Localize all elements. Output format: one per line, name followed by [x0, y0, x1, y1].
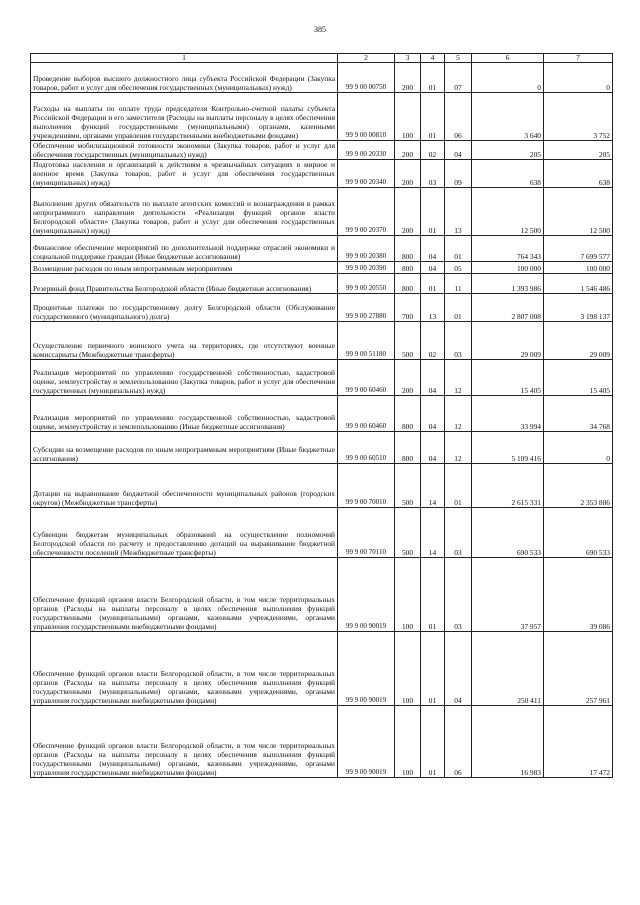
row-amount-1: 16 983	[472, 706, 544, 778]
row-section: 04	[421, 360, 445, 396]
table-row	[31, 262, 613, 274]
row-amount-2: 100 000	[544, 262, 613, 274]
row-name: Дотации на выравнивание бюджетной обеспеченности муниципальных районов (городских округов) (Межбюджетные трансферты)	[31, 464, 338, 508]
row-subsection: 01	[445, 236, 472, 262]
row-amount-2: 34 768	[544, 396, 613, 432]
row-name: Финансовое обеспечение мероприятий по дополнительной поддержке отраслей экономики и социальной поддержке граждан (Иные бюджетные ассигнования)	[31, 236, 338, 262]
row-subsection: 06	[445, 706, 472, 778]
row-amount-1: 33 994	[472, 396, 544, 432]
row-subsection: 12	[445, 360, 472, 396]
row-code: 99 9 00 00750	[338, 63, 395, 93]
row-name: Реализация мероприятий по управлению государственной собственностью, кадастровой оценке, землеустройству и землепользованию (Закупка товаров, работ и услуг для обеспечения государственных (муниципальных) нужд)	[31, 360, 338, 396]
row-amount-2: 29 009	[544, 322, 613, 360]
row-expense-type: 100	[395, 632, 421, 706]
table-row	[31, 141, 613, 160]
row-code: 99 9 00 70110	[338, 508, 395, 558]
row-expense-type: 200	[395, 141, 421, 160]
row-amount-1: 3 640	[472, 93, 544, 141]
row-amount-2: 0	[544, 432, 613, 464]
column-number: 3	[395, 54, 421, 63]
row-section: 14	[421, 508, 445, 558]
row-subsection: 01	[445, 464, 472, 508]
row-amount-2: 638	[544, 160, 613, 188]
row-section: 03	[421, 160, 445, 188]
row-name: Субсидии на возмещение расходов по иным непрограммным мероприятиям (Иные бюджетные ассигнования)	[31, 432, 338, 464]
row-amount-1: 15 405	[472, 360, 544, 396]
table-row	[31, 432, 613, 464]
row-amount-2: 3 198 137	[544, 294, 613, 322]
row-name: Обеспечение функций органов власти Белгородской области, в том числе территориальных органов (Расходы на выплаты персоналу в целях обеспечения выполнения функций государственными (муниципальными) органами, казенными учреждениями, органами управления государственными внебюджетными фондами)	[31, 706, 338, 778]
row-subsection: 03	[445, 508, 472, 558]
row-code: 99 9 00 70010	[338, 464, 395, 508]
row-code: 99 9 00 90019	[338, 632, 395, 706]
row-name: Подготовка населения и организаций к действиям в чрезвычайных ситуациях в мирное и военное время (Закупка товаров, работ и услуг для обеспечения государственных (муниципальных) нужд)	[31, 160, 338, 188]
row-code: 99 9 00 60460	[338, 360, 395, 396]
row-code: 99 9 00 90019	[338, 558, 395, 632]
row-expense-type: 800	[395, 236, 421, 262]
table-row	[31, 188, 613, 236]
row-code: 99 9 00 51180	[338, 322, 395, 360]
row-amount-2: 39 086	[544, 558, 613, 632]
row-expense-type: 800	[395, 274, 421, 294]
row-expense-type: 800	[395, 432, 421, 464]
row-amount-1: 2 807 008	[472, 294, 544, 322]
row-code: 99 9 00 27880	[338, 294, 395, 322]
row-expense-type: 700	[395, 294, 421, 322]
row-amount-2: 17 472	[544, 706, 613, 778]
row-amount-2: 690 533	[544, 508, 613, 558]
table-row	[31, 63, 613, 93]
row-subsection: 09	[445, 160, 472, 188]
row-subsection: 04	[445, 141, 472, 160]
row-subsection: 04	[445, 632, 472, 706]
row-amount-2: 2 353 886	[544, 464, 613, 508]
row-subsection: 13	[445, 188, 472, 236]
table-row	[31, 322, 613, 360]
row-name: Резервный фонд Правительства Белгородской области (Иные бюджетные ассигнования)	[31, 274, 338, 294]
row-subsection: 12	[445, 432, 472, 464]
row-section: 04	[421, 262, 445, 274]
row-amount-1: 0	[472, 63, 544, 93]
row-expense-type: 800	[395, 396, 421, 432]
row-code: 99 9 00 20390	[338, 262, 395, 274]
row-expense-type: 100	[395, 706, 421, 778]
row-amount-1: 100 000	[472, 262, 544, 274]
row-expense-type: 200	[395, 160, 421, 188]
row-expense-type: 200	[395, 63, 421, 93]
page-number: 385	[314, 25, 326, 34]
row-amount-1: 1 393 986	[472, 274, 544, 294]
row-amount-2: 257 961	[544, 632, 613, 706]
row-section: 14	[421, 464, 445, 508]
column-number-row	[31, 54, 613, 63]
row-section: 04	[421, 432, 445, 464]
row-subsection: 01	[445, 294, 472, 322]
row-subsection: 03	[445, 322, 472, 360]
row-expense-type: 500	[395, 508, 421, 558]
row-section: 13	[421, 294, 445, 322]
row-code: 99 9 00 20330	[338, 141, 395, 160]
row-expense-type: 200	[395, 360, 421, 396]
table-row	[31, 396, 613, 432]
table-row	[31, 508, 613, 558]
table-row	[31, 706, 613, 778]
row-amount-1: 2 615 331	[472, 464, 544, 508]
column-number: 5	[445, 54, 472, 63]
row-subsection: 07	[445, 63, 472, 93]
row-section: 02	[421, 141, 445, 160]
row-amount-1: 5 109 416	[472, 432, 544, 464]
row-expense-type: 200	[395, 188, 421, 236]
row-amount-2: 1 546 486	[544, 274, 613, 294]
row-subsection: 05	[445, 262, 472, 274]
column-number: 7	[544, 54, 613, 63]
row-name: Осуществление первичного воинского учета на территориях, где отсутствуют военные комиссариаты (Межбюджетные трансферты)	[31, 322, 338, 360]
row-amount-2: 12 500	[544, 188, 613, 236]
row-amount-1: 764 343	[472, 236, 544, 262]
row-amount-1: 205	[472, 141, 544, 160]
row-subsection: 11	[445, 274, 472, 294]
table-row	[31, 558, 613, 632]
row-code: 99 9 00 60510	[338, 432, 395, 464]
row-amount-2: 7 699 577	[544, 236, 613, 262]
row-code: 99 9 00 20370	[338, 188, 395, 236]
row-code: 99 9 00 20550	[338, 274, 395, 294]
table-row	[31, 93, 613, 141]
row-section: 01	[421, 63, 445, 93]
row-amount-1: 29 009	[472, 322, 544, 360]
row-amount-2: 3 752	[544, 93, 613, 141]
row-amount-2: 0	[544, 63, 613, 93]
row-section: 01	[421, 188, 445, 236]
row-expense-type: 800	[395, 262, 421, 274]
column-number: 2	[338, 54, 395, 63]
row-expense-type: 500	[395, 464, 421, 508]
row-code: 99 9 00 60460	[338, 396, 395, 432]
row-subsection: 06	[445, 93, 472, 141]
table-row	[31, 294, 613, 322]
row-amount-2: 15 405	[544, 360, 613, 396]
row-subsection: 12	[445, 396, 472, 432]
row-name: Расходы на выплаты по оплате труда председателя Контрольно-счетной палаты субъекта Российской Федерации и его заместителя (Расходы на выплаты персоналу в целях обеспечения выполнения функций государственными (муниципальными) органами, казенными учреждениями, органами управления государственными внебюджетными фондами)	[31, 93, 338, 141]
row-name: Проведение выборов высшего должностного лица субъекта Российской Федерации (Закупка товаров, работ и услуг для обеспечения государственных (муниципальных) нужд)	[31, 63, 338, 93]
row-name: Субвенции бюджетам муниципальных образований на осуществление полномочий Белгородской области по расчету и предоставлению дотаций на выравнивание бюджетной обеспеченности поселений (Межбюджетные трансферты)	[31, 508, 338, 558]
row-section: 02	[421, 322, 445, 360]
row-expense-type: 100	[395, 93, 421, 141]
table-row	[31, 236, 613, 262]
row-name: Обеспечение функций органов власти Белгородской области, в том числе территориальных органов (Расходы на выплаты персоналу в целях обеспечения выполнения функций государственными (муниципальными) органами, казенными учреждениями, органами управления государственными внебюджетными фондами)	[31, 632, 338, 706]
row-name: Реализация мероприятий по управлению государственной собственностью, кадастровой оценке, землеустройству и землепользованию (Иные бюджетные ассигнования)	[31, 396, 338, 432]
row-amount-1: 638	[472, 160, 544, 188]
column-number: 1	[31, 54, 338, 63]
budget-table	[30, 53, 613, 778]
row-section: 01	[421, 274, 445, 294]
row-name: Обеспечение мобилизационной готовности экономики (Закупка товаров, работ и услуг для обеспечения государственных (муниципальных) нужд)	[31, 141, 338, 160]
row-section: 01	[421, 632, 445, 706]
row-expense-type: 100	[395, 558, 421, 632]
row-section: 01	[421, 706, 445, 778]
row-subsection: 03	[445, 558, 472, 632]
table-row	[31, 360, 613, 396]
row-section: 04	[421, 236, 445, 262]
table-row	[31, 632, 613, 706]
row-amount-1: 250 411	[472, 632, 544, 706]
row-name: Обеспечение функций органов власти Белгородской области, в том числе территориальных органов (Расходы на выплаты персоналу в целях обеспечения выполнения функций государственными (муниципальными) органами, казенными учреждениями, органами управления государственными внебюджетными фондами)	[31, 558, 338, 632]
column-number: 6	[472, 54, 544, 63]
row-code: 99 9 00 20340	[338, 160, 395, 188]
column-number: 4	[421, 54, 445, 63]
row-code: 99 9 00 20380	[338, 236, 395, 262]
row-expense-type: 500	[395, 322, 421, 360]
table-row	[31, 464, 613, 508]
row-name: Выполнение других обязательств по выплате агентских комиссий и вознаграждения в рамках непрограммного направления деятельности «Реализация функций органов власти Белгородской области» (Закупка товаров, работ и услуг для обеспечения государственных (муниципальных) нужд)	[31, 188, 338, 236]
row-name: Возмещение расходов по иным непрограммным мероприятиям	[31, 262, 338, 274]
row-code: 99 9 00 00810	[338, 93, 395, 141]
row-code: 99 9 00 90019	[338, 706, 395, 778]
row-name: Процентные платежи по государственному долгу Белгородской области (Обслуживание государственного (муниципального) долга)	[31, 294, 338, 322]
row-amount-1: 12 500	[472, 188, 544, 236]
row-section: 01	[421, 558, 445, 632]
row-section: 01	[421, 93, 445, 141]
row-amount-1: 37 957	[472, 558, 544, 632]
row-section: 04	[421, 396, 445, 432]
row-amount-2: 205	[544, 141, 613, 160]
table-row	[31, 160, 613, 188]
table-row	[31, 274, 613, 294]
row-amount-1: 690 533	[472, 508, 544, 558]
